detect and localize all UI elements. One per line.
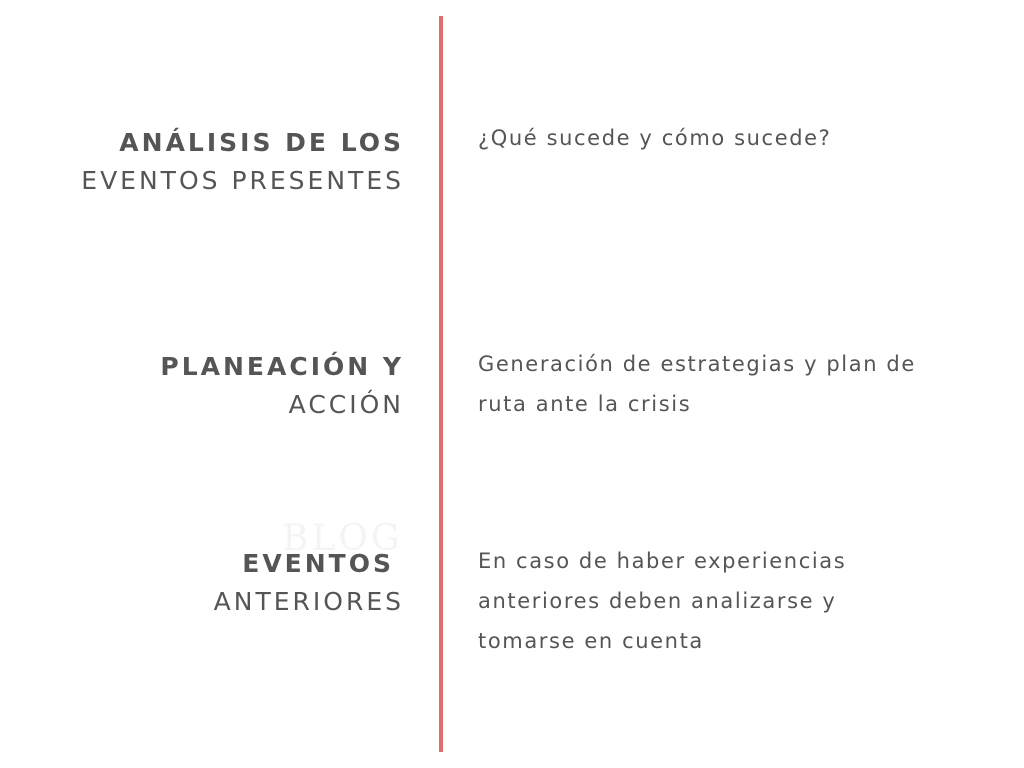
description-line: ¿Qué sucede y cómo sucede? (478, 126, 832, 150)
row-title (4, 545, 404, 621)
description-line: anteriores deben analizarse y (478, 589, 837, 613)
row-description (478, 344, 1008, 424)
description-line: tomarse en cuenta (478, 629, 704, 653)
row-title-bold: EVENTOS (242, 549, 394, 578)
row-title-light: ACCIÓN (288, 390, 404, 419)
description-line: Generación de estrategias y plan de (478, 352, 916, 376)
row-title-bold: PLANEACIÓN Y (160, 352, 404, 381)
watermark: BLOG (282, 518, 403, 559)
row-title-bold: ANÁLISIS DE LOS (119, 128, 404, 157)
description-line: ruta ante la crisis (478, 392, 692, 416)
row-title-light: EVENTOS PRESENTES (81, 166, 404, 195)
row-title (4, 348, 404, 424)
row-description (478, 541, 1008, 661)
vertical-divider (439, 16, 443, 752)
description-line: En caso de haber experiencias (478, 549, 847, 573)
row-description (478, 118, 1008, 158)
row-title (4, 124, 404, 200)
row-title-light: ANTERIORES (213, 587, 404, 616)
